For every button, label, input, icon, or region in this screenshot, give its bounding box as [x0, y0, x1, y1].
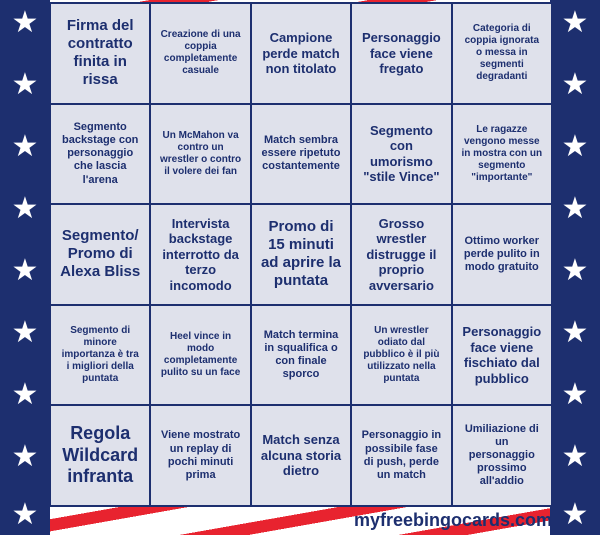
bingo-cell[interactable]: Match sembra essere ripetuto costantemente	[252, 105, 350, 204]
star-icon: ★	[11, 440, 39, 473]
bingo-cell[interactable]: Viene mostrato un replay di pochi minuti prima	[151, 406, 249, 505]
bingo-board	[49, 2, 553, 507]
star-icon: ★	[11, 498, 39, 531]
bingo-cell[interactable]: Ottimo worker perde pulito in modo gratuito	[453, 205, 551, 304]
bingo-cell[interactable]: Personaggio face viene fregato	[352, 4, 450, 103]
left-star-panel	[0, 0, 50, 535]
star-icon: ★	[11, 192, 39, 225]
bingo-cell[interactable]: Intervista backstage interrotto da terzo incomodo	[151, 205, 249, 304]
site-footer: myfreebingocards.com	[353, 510, 552, 530]
star-icon: ★	[11, 316, 39, 349]
star-icon: ★	[11, 378, 39, 411]
bingo-cell[interactable]: Segmento di minore importanza è tra i migliori della puntata	[51, 306, 149, 405]
bingo-cell[interactable]: Personaggio in possibile fase di push, perde un match	[352, 406, 450, 505]
star-icon: ★	[11, 130, 39, 163]
bingo-cell[interactable]: Regola Wildcard infranta	[51, 406, 149, 505]
bingo-cell[interactable]: Promo di 15 minuti ad aprire la puntata	[252, 205, 350, 304]
star-icon: ★	[561, 130, 589, 163]
star-icon: ★	[561, 440, 589, 473]
bingo-cell[interactable]: Segmento/ Promo di Alexa Bliss	[51, 205, 149, 304]
bingo-cell[interactable]: Un McMahon va contro un wrestler o contro il volere dei fan	[151, 105, 249, 204]
star-icon: ★	[561, 68, 589, 101]
bingo-cell[interactable]: Heel vince in modo completamente pulito su un face	[151, 306, 249, 405]
bingo-cell[interactable]: Campione perde match non titolato	[252, 4, 350, 103]
star-icon: ★	[561, 498, 589, 531]
right-star-panel	[550, 0, 600, 535]
bingo-cell[interactable]: Firma del contratto finita in rissa	[51, 4, 149, 103]
star-icon: ★	[561, 378, 589, 411]
star-icon: ★	[561, 6, 589, 39]
bingo-cell[interactable]: Creazione di una coppia completamente casuale	[151, 4, 249, 103]
bingo-cell[interactable]: Un wrestler odiato dal pubblico è il più utilizzato nella puntata	[352, 306, 450, 405]
bingo-cell[interactable]: Categoria di coppia ignorata o messa in segmenti degradanti	[453, 4, 551, 103]
star-icon: ★	[561, 316, 589, 349]
bingo-cell[interactable]: Match termina in squalifica o con finale sporco	[252, 306, 350, 405]
bingo-cell[interactable]: Segmento con umorismo "stile Vince"	[352, 105, 450, 204]
bingo-cell[interactable]: Grosso wrestler distrugge il proprio avversario	[352, 205, 450, 304]
bingo-cell[interactable]: Segmento backstage con personaggio che lascia l'arena	[51, 105, 149, 204]
star-icon: ★	[561, 192, 589, 225]
bingo-cell[interactable]: Match senza alcuna storia dietro	[252, 406, 350, 505]
bingo-cell[interactable]: Personaggio face viene fischiato dal pubblico	[453, 306, 551, 405]
bingo-cell[interactable]: Umiliazione di un personaggio prossimo all'addio	[453, 406, 551, 505]
star-icon: ★	[561, 254, 589, 287]
star-icon: ★	[11, 68, 39, 101]
star-icon: ★	[11, 6, 39, 39]
star-icon: ★	[11, 254, 39, 287]
bingo-cell[interactable]: Le ragazze vengono messe in mostra con un segmento "importante"	[453, 105, 551, 204]
